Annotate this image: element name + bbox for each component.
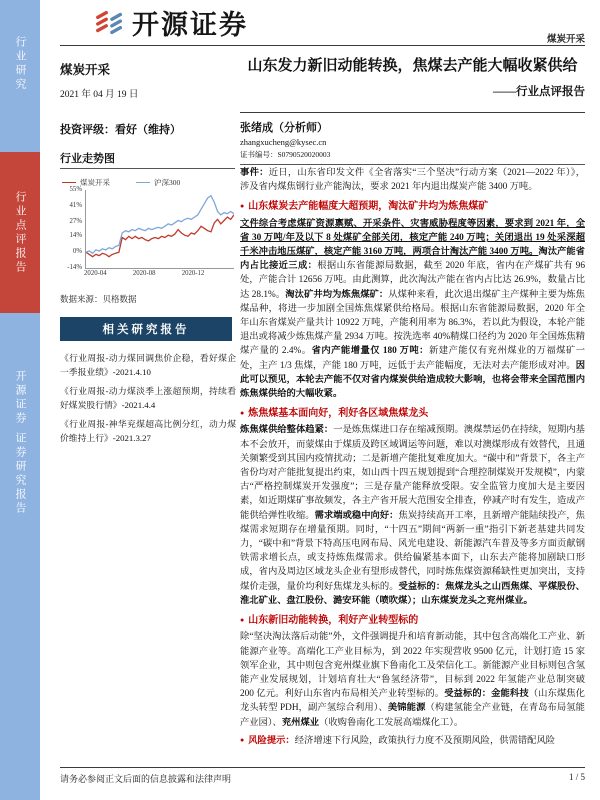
body-paragraph [240, 630, 585, 729]
text-run: 一是炼焦煤进口存在缩减预期。澳煤禁运仍在持续，短期内基本不会放开，而蒙煤由于煤质及跨区域调运等问题，难以对澳煤形成有效替代，且通关频繁受到其国内疫情扰动；二是新增产能批复难度加大。“碳中和”背景下，各主产省份均对产能批复提出约束，如山西十四五规划提到“合理控制煤炭开发规模”，内蒙古“严格控制煤炭开发强度”；三是存量产能释放受限。安全监管力度加大是主要因素，如近期煤矿事故频发，各主产省开展大范围安全排查，停减产时有发生，造成产能供给弹性收缩。 [240, 425, 585, 521]
report-body [240, 166, 585, 751]
body-paragraph [240, 217, 585, 402]
analyst-block [240, 119, 585, 165]
page-number: 1 / 5 [568, 772, 585, 782]
text-run: 近日，山东省印发文件《全省落实“三个坚决”行动方案（2021—2022 年）》，涉及省内煤焦钢行业产能淘汰，要求 2021 年内退出煤炭产能 3400 万吨。 [240, 168, 585, 193]
analyst-cert-number: 证书编号：S0790520020003 [240, 150, 331, 159]
related-reports-header [60, 317, 232, 341]
related-reports-list [60, 351, 236, 450]
header-rule [60, 45, 585, 46]
y-tick-label: 41% [69, 201, 82, 209]
chart-title: 行业走势图 [60, 153, 115, 165]
bullet-icon: ● [240, 616, 245, 625]
text-run: 因此可以预见，本轮去产能不仅对省内煤炭供给造成较大影响，也将会带来全国范围内炼焦煤供给的大幅收紧。 [240, 360, 585, 400]
related-report-link[interactable]: 《行业周报-神华兖煤超高比例分红，动力煤价维持上行》-2021.3.27 [60, 419, 236, 444]
y-tick-label: 27% [69, 217, 82, 225]
body-paragraph [240, 423, 585, 608]
text-run: （山东煤焦化龙头转型 PDH，副产氢综合利用）、 [240, 689, 585, 714]
legend-swatch [62, 182, 76, 183]
text-run: 风险提示： [248, 735, 295, 746]
text-run: 受益标的：焦煤龙头之山西焦煤、平煤股份、淮北矿业、盘江股份、潞安环能（喷吹煤）；山东煤炭龙头之兖州煤业。 [240, 581, 585, 606]
section-header: ● 山东新旧动能转换，利好产业转型标的 [240, 615, 419, 627]
trend-chart [60, 186, 236, 286]
chart-x-axis [85, 270, 233, 282]
sidebar-label-report-type: 行业点评报告 [14, 190, 26, 275]
text-run: 淘汰矿井均为炼焦煤矿： [285, 289, 389, 300]
chart-legend [62, 177, 237, 188]
risk-note [240, 733, 585, 748]
sidebar-red-band [0, 152, 40, 313]
sidebar-label-brand: 开源证券 证券研究报告 [14, 370, 26, 516]
investment-rating: 投资评级：看好（维持） [60, 124, 181, 136]
related-report-link[interactable]: 《行业周报-动力煤淡季上涨超预期，持续看好煤炭股行情》-2021.4.4 [60, 386, 236, 411]
section-header: ● 山东煤炭去产能幅度大超预期，淘汰矿井均为炼焦煤矿 [240, 201, 489, 213]
brand-logo-icon [94, 8, 126, 38]
related-reports-title: 相关研究报告 [102, 324, 190, 336]
series-沪深300 [86, 196, 234, 254]
text-run: 省内产能增量仅 180 万吨： [311, 346, 429, 357]
category-tag: 煤炭开采 [546, 35, 585, 45]
footer-rule [60, 767, 585, 768]
text-run: 事件： [240, 168, 269, 178]
analyst-name: 张绪成（分析师） [240, 122, 328, 134]
series-煤炭开采 [86, 215, 234, 257]
legend-label: 煤炭开采 [80, 178, 110, 187]
y-tick-label: -14% [67, 264, 82, 271]
text-run: 美锦能源 [387, 703, 426, 714]
chart-plot-area [85, 190, 234, 269]
bullet-icon: ● [240, 409, 245, 418]
brand-logo-text: 开源证券 [132, 10, 248, 40]
section-header: ● 炼焦煤基本面向好，利好各区域焦煤龙头 [240, 408, 429, 420]
bullet-icon: ● [240, 202, 245, 211]
sidebar [0, 0, 40, 800]
text-run: 淘汰产能省内占比接近三成： [240, 247, 585, 272]
title-rule [240, 112, 585, 113]
analyst-email[interactable]: zhangxucheng@kysec.cn [240, 137, 327, 147]
brand-logo [94, 3, 248, 42]
text-run: 受益标的：金能科技 [444, 689, 529, 700]
bullet-icon: ● [240, 735, 245, 744]
text-run: 文件综合考虑煤矿资源禀赋、开采条件、灾害威胁程度等因素，要求到 2021 年，全省 30 万吨/年及以下 8 处煤矿全部关闭，核定产能 240 万吨；关闭退出 19 处采深超千米冲击地压煤矿，核定产能 3160 万吨，两项合计淘汰产能 3400 万吨。 [240, 218, 585, 258]
text-run: 需求端或稳中向好： [314, 510, 399, 521]
chart-title-rule [60, 168, 235, 169]
y-tick-label: 0% [72, 248, 82, 256]
text-run: 经济增速下行风险，政策执行力度不及预期风险，供需错配风险 [294, 735, 556, 746]
text-run: 除“坚决淘汰落后动能”外，文件强调提升和培育新动能，其中包含高端化工产业、新能源产业等。高端化工产业目标为，到 2022 年实现营收 9500 亿元，计划打造 15 家领军企业，其中则包含兖州煤业旗下鲁南化工及荣信化工。新能源产业目标则包含氢能产业发展规划，计划培育壮大“鲁氢经济带”，目标到 2022 年氢能产业总制突破 200 亿元。利好山东省内布局相关产业转型标的。 [240, 632, 585, 700]
y-tick-label: 14% [69, 232, 82, 240]
legend-item [136, 177, 180, 188]
legend-label: 沪深300 [154, 178, 181, 187]
chart-source: 数据来源：贝格数据 [60, 294, 137, 304]
related-report-link[interactable]: 《行业周报-动力煤回调焦价企稳，看好煤企一季报业绩》-2021.4.10 [60, 353, 236, 378]
title-block [240, 56, 585, 99]
report-subtitle: ——行业点评报告 [493, 86, 585, 99]
x-tick-label: 2020-12 [181, 270, 205, 277]
x-tick-label: 2020-04 [84, 270, 107, 277]
footer-disclaimer: 请务必参阅正文后面的信息披露和法律声明 [60, 774, 232, 784]
chart-y-axis [60, 186, 84, 271]
body-paragraph [240, 166, 585, 194]
text-run: 兖州煤业 [281, 717, 320, 728]
text-run: 焦炭持续高开工率，且新增产能陆续投产，焦煤需求短期存在增量预期。同时，“十四五”期间“两新一重”指引下新老基建共同发力，“碳中和”背景下特高压电网布局、风光电建设、新能源汽车普及等多方面贡献钢铁需求增长点，或支持炼焦煤需求。供给偏紧基本面下，山东去产能将加剧缺口形成，省内及周边区域龙头企业有望形成替代，同时炼焦煤资源稀缺性更加突出，支持煤价走强，量价均利好焦煤龙头标的。 [240, 510, 585, 592]
text-run: 根据山东省能源局数据，截至 2020 年底，省内在产煤矿共有 96 处，产能合计 12656 万吨。由此测算，此次淘汰产能在省内占比达 26.9%，数量占比达 28.1%。 [240, 261, 585, 300]
sidebar-label-industry-research: 行业研究 [14, 36, 26, 92]
text-run: 新建产能仅有兖州煤业的万福煤矿一处，主产 1/3 焦煤，产能 180 万吨，远低于去产能幅度，无法对去产能形成对冲。 [240, 346, 585, 371]
industry-name: 煤炭开采 [60, 63, 111, 77]
text-run: 从煤种来看，此次退出煤矿主产煤种主要为炼焦煤品种，将进一步加剧全国炼焦煤紧供给格局。根据山东省能源局数据，2020 年全年山东省煤炭产量共计 10922 万吨，产能利用率为 86.3%，若以此为假设，本轮产能退出或将减少炼焦煤产量 2934 万吨。按洗选率 40%精煤口径约为 2020 年全国炼焦精煤产量的 2.4%。 [240, 289, 585, 357]
text-run: （收购鲁南化工发展高端煤化工）。 [319, 717, 464, 728]
y-tick-label: 55% [69, 186, 82, 193]
text-run: 炼焦煤供给整体趋紧： [240, 425, 334, 436]
report-title: 山东发力新旧动能转换，焦煤去产能大幅收紧供给 [247, 58, 578, 74]
x-tick-label: 2020-08 [132, 270, 156, 277]
legend-swatch [136, 182, 150, 183]
text-run: （构建氢能全产业链，在青岛布局氢能产业园）、 [240, 703, 585, 728]
report-date: 2021 年 04 月 19 日 [60, 90, 139, 100]
